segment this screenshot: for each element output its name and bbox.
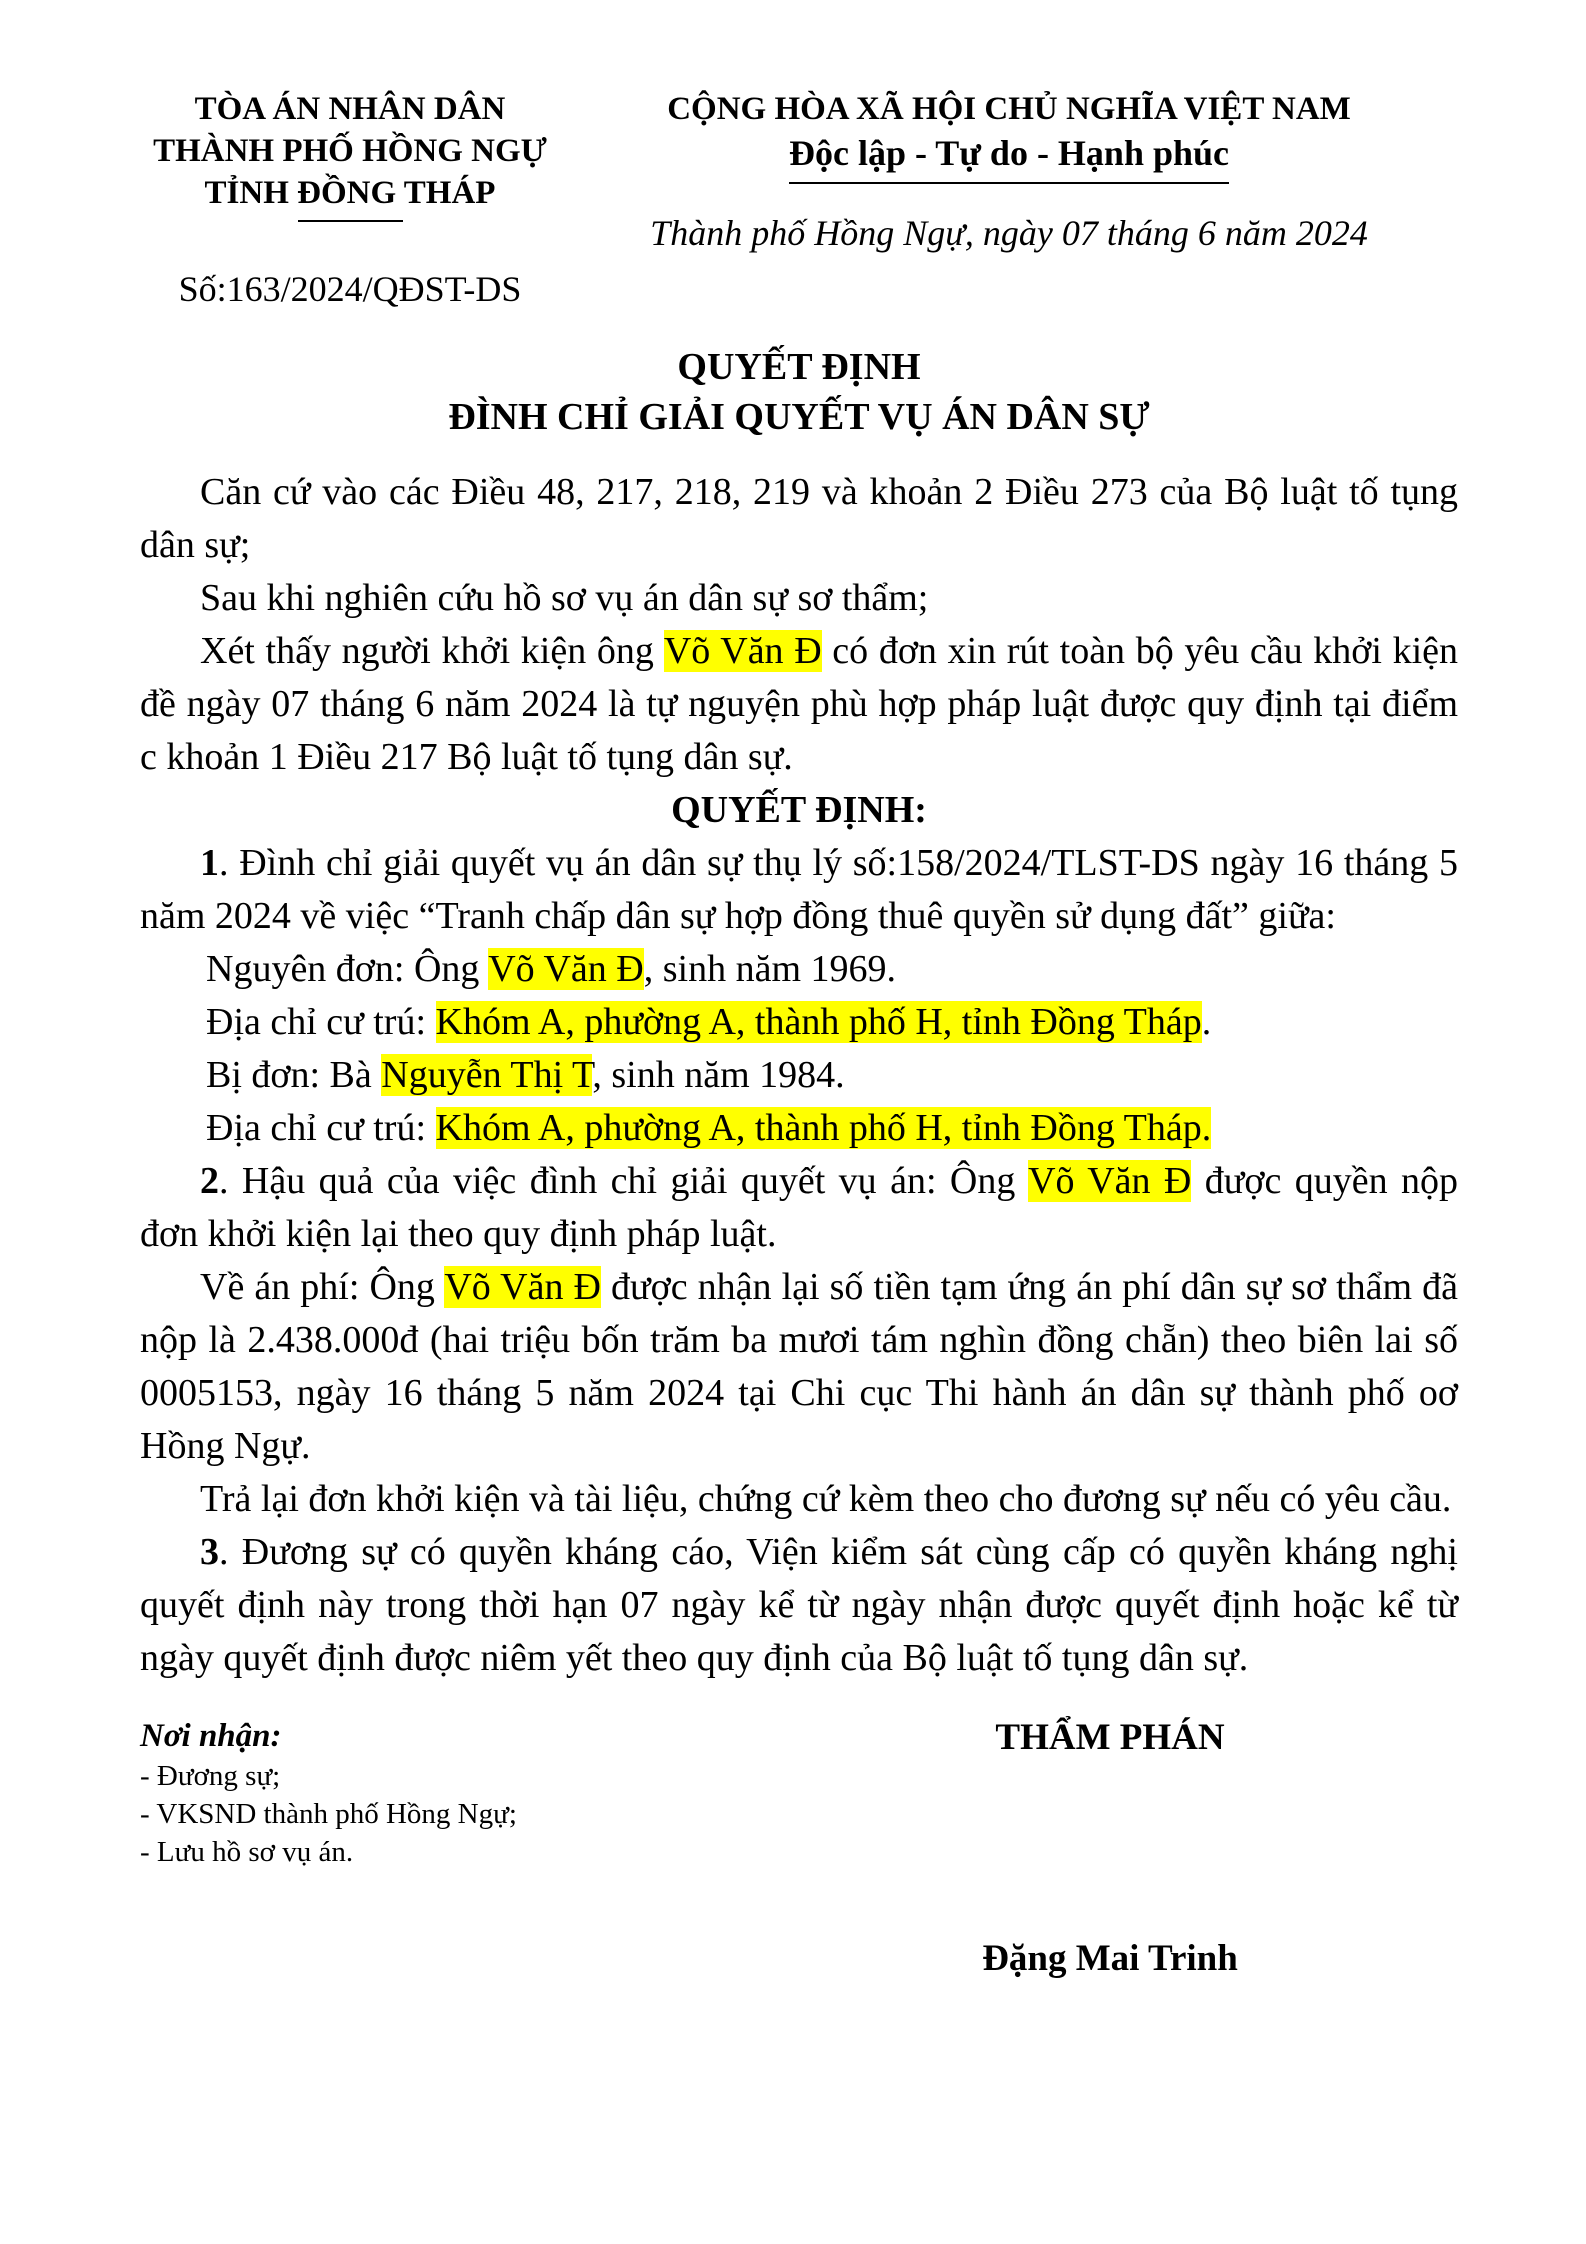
plaintiff-address-highlight: Khóm A, phường A, thành phố H, tỉnh Đồng Tháp [435,1001,1202,1043]
plaintiff-address-line [140,996,1458,1049]
section-heading: QUYẾT ĐỊNH: [671,789,927,831]
plaintiff-post: , sinh năm 1969. [643,948,897,990]
court-name-line2: THÀNH PHỐ HỒNG NGỰ [153,133,547,169]
decision-title-block [140,342,1458,442]
preamble-paragraph-2 [140,572,1458,625]
judge-name: Đặng Mai Trinh [982,1938,1238,1979]
court-header-block [140,88,560,310]
point-2-number: 2 [200,1160,219,1202]
consideration-paragraph [140,625,1458,784]
plaintiff-label: Nguyên đơn: Ông [206,948,489,990]
decision-body [140,466,1458,1685]
plaintiff-name-highlight: Võ Văn Đ [1028,1160,1192,1202]
point-3-number: 3 [200,1531,219,1573]
court-name-line3: TỈNH ĐỒNG THÁP [204,175,496,211]
plaintiff-line [140,943,1458,996]
preamble-1-text: Căn cứ vào các Điều 48, 217, 218, 219 và khoản 2 Điều 273 của Bộ luật tố tụng dân sự; [140,471,1458,566]
fee-paragraph [140,1261,1458,1473]
decision-point-2 [140,1155,1458,1261]
point-1-text: . Đình chỉ giải quyết vụ án dân sự thụ lý số:158/2024/TLST-DS ngày 16 tháng 5 năm 2024 về việc “Tranh chấp dân sự hợp đồng thuê quyền sử dụng đất” giữa: [140,842,1458,937]
fee-post: được nhận lại số tiền tạm ứng án phí dân sự sơ thẩm đã nộp là 2.438.000đ (hai triệu bốn trăm ba mươi tám nghìn đồng chẵn) theo biên lai số 0005153, ngày 16 tháng 5 năm 2024 tại Chi cục Thi hành án dân sự thành phố oơ Hồng Ngự. [140,1266,1459,1467]
defendant-address-line [140,1102,1458,1155]
national-header-block [560,88,1458,310]
recipients-block [140,1715,700,1980]
plaintiff-address-label: Địa chỉ cư trú: [206,1001,436,1043]
preamble-2-text: Sau khi nghiên cứu hồ sơ vụ án dân sự sơ thẩm; [200,577,929,619]
recipient-item: - Đương sự; [140,1760,281,1792]
place-date-line: Thành phố Hồng Ngự, ngày 07 tháng 6 năm 2024 [650,213,1368,253]
plaintiff-name-highlight: Võ Văn Đ [488,948,644,990]
defendant-address-highlight: Khóm A, phường A, thành phố H, tỉnh Đồng Tháp. [435,1107,1212,1149]
court-name-line1: TÒA ÁN NHÂN DÂN [194,91,506,127]
judge-title: THẨM PHÁN [995,1717,1225,1758]
national-motto: Độc lập - Tự do - Hạnh phúc [788,133,1230,173]
return-documents-text: Trả lại đơn khởi kiện và tài liệu, chứng cứ kèm theo cho đương sự nếu có yêu cầu. [200,1478,1452,1520]
recipient-item: - VKSND thành phố Hồng Ngự; [140,1798,517,1830]
national-header-rule [789,182,1229,184]
document-footer [140,1715,1458,1980]
defendant-label: Bị đơn: Bà [206,1054,382,1096]
point-3-text: . Đương sự có quyền kháng cáo, Viện kiểm sát cùng cấp có quyền kháng nghị quyết định này trong thời hạn 07 ngày kể từ ngày nhận được quyết định hoặc kể từ ngày quyết định được niêm yết theo quy định của Bộ luật tố tụng dân sự. [140,1531,1458,1679]
signature-block [760,1715,1460,1980]
defendant-name-highlight: Nguyễn Thị T [381,1054,593,1096]
plaintiff-name-highlight: Võ Văn Đ [663,630,822,672]
defendant-line [140,1049,1458,1102]
point-1-number: 1 [200,842,219,884]
decision-point-1 [140,837,1458,943]
defendant-address-label: Địa chỉ cư trú: [206,1107,436,1149]
return-documents-paragraph [140,1473,1458,1526]
decision-subtitle: ĐÌNH CHỈ GIẢI QUYẾT VỤ ÁN DÂN SỰ [448,396,1150,438]
plaintiff-address-post: . [1201,1001,1212,1043]
point-2-pre: . Hậu quả của việc đình chỉ giải quyết vụ án: Ông [219,1160,1029,1202]
preamble-paragraph-1 [140,466,1458,572]
point-2-post: được quyền nộp đơn khởi kiện lại theo quy định pháp luật. [140,1160,1458,1255]
national-title: CỘNG HÒA XÃ HỘI CHỦ NGHĨA VIỆT NAM [667,91,1351,127]
plaintiff-name-highlight: Võ Văn Đ [444,1266,601,1308]
decision-point-3 [140,1526,1458,1685]
recipients-label: Nơi nhận: [140,1718,282,1754]
fee-pre: Về án phí: Ông [200,1266,445,1308]
document-number: Số:163/2024/QĐST-DS [178,269,522,309]
court-header-rule [298,220,403,222]
decision-title: QUYẾT ĐỊNH [677,346,921,388]
document-header [140,88,1458,310]
recipient-item: - Lưu hồ sơ vụ án. [140,1836,354,1868]
consideration-post: có đơn xin rút toàn bộ yêu cầu khởi kiện đề ngày 07 tháng 6 năm 2024 là tự nguyện phù hợp pháp luật được quy định tại điểm c khoản 1 Điều 217 Bộ luật tố tụng dân sự. [140,630,1458,778]
consideration-pre: Xét thấy người khởi kiện ông [200,630,664,672]
defendant-post: , sinh năm 1984. [592,1054,845,1096]
